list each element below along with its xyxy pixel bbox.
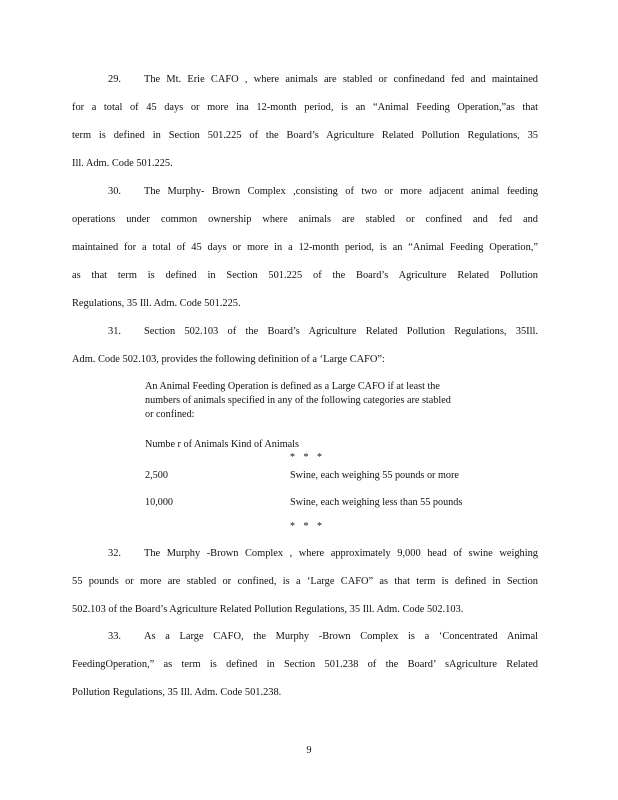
paragraph-31-line-2: Adm. Code 502.103, provides the following definition of a ‘Large CAFO”: (72, 354, 385, 365)
paragraph-30-line-3: maintained for a total of 45 days or more in a 12-month period, is an “Animal Feeding Operation,” (72, 242, 538, 253)
animal-count: 10,000 (145, 497, 174, 508)
block-quote-line-1: An Animal Feeding Operation is defined as a Large CAFO if at least the (145, 381, 440, 392)
page-number: 9 (306, 745, 312, 756)
paragraph-29-line-4: Ill. Adm. Code 501.225. (72, 158, 173, 169)
paragraph-number: 33. (108, 631, 121, 642)
animal-kind: Swine, each weighing 55 pounds or more (290, 470, 459, 481)
paragraph-30-line-4: as that term is defined in Section 501.225 of the Board’s Agriculture Related Pollution (72, 270, 538, 281)
paragraph-29-line-3: term is defined in Section 501.225 of the Board’s Agriculture Related Pollution Regulations, 35 (72, 130, 538, 141)
ellipsis-stars-top: * * * (290, 452, 325, 463)
paragraph-number: 30. (108, 186, 121, 197)
paragraph-number: 31. (108, 326, 121, 337)
block-quote-line-2: numbers of animals specified in any of the following categories are stabled (145, 395, 451, 406)
paragraph-number: 29. (108, 74, 121, 85)
animal-kind: Swine, each weighing less than 55 pounds (290, 497, 463, 508)
animal-count: 2,500 (145, 470, 168, 481)
paragraph-29-line-2: for a total of 45 days or more ina 12-month period, is an “Animal Feeding Operation,”as that (72, 102, 538, 113)
paragraph-number: 32. (108, 548, 121, 559)
paragraph-29-line-1: 29. The Mt. Erie CAFO , where animals are stabled or confinedand fed and maintained (72, 73, 538, 87)
animal-table-row (145, 496, 462, 509)
paragraph-31-line-1: 31. Section 502.103 of the Board’s Agriculture Related Pollution Regulations, 35Ill. (72, 325, 538, 339)
animal-table-row (145, 469, 459, 482)
paragraph-33-line-3: Pollution Regulations, 35 Ill. Adm. Code 501.238. (72, 687, 282, 698)
paragraph-33-line-1: 33. As a Large CAFO, the Murphy -Brown Complex is a ‘Concentrated Animal (72, 630, 538, 644)
paragraph-32-line-3: 502.103 of the Board’s Agriculture Related Pollution Regulations, 35 Ill. Adm. Code 502.103. (72, 604, 464, 615)
block-quote-line-3: or confined: (145, 409, 195, 420)
animal-table-header: Numbe r of Animals Kind of Animals (145, 439, 299, 450)
ellipsis-stars-bottom: * * * (290, 521, 325, 532)
paragraph-30-line-2: operations under common ownership where animals are stabled or confined and fed and (72, 214, 538, 225)
paragraph-33-line-2: FeedingOperation,” as term is defined in Section 501.238 of the Board’ sAgriculture Related (72, 659, 538, 670)
paragraph-32-line-2: 55 pounds or more are stabled or confined, is a ‘Large CAFO” as that term is defined in Section (72, 576, 538, 587)
paragraph-32-line-1: 32. The Murphy -Brown Complex , where approximately 9,000 head of swine weighing (72, 547, 538, 561)
paragraph-30-line-5: Regulations, 35 Ill. Adm. Code 501.225. (72, 298, 241, 309)
paragraph-30-line-1: 30. The Murphy- Brown Complex ,consisting of two or more adjacent animal feeding (72, 185, 538, 199)
